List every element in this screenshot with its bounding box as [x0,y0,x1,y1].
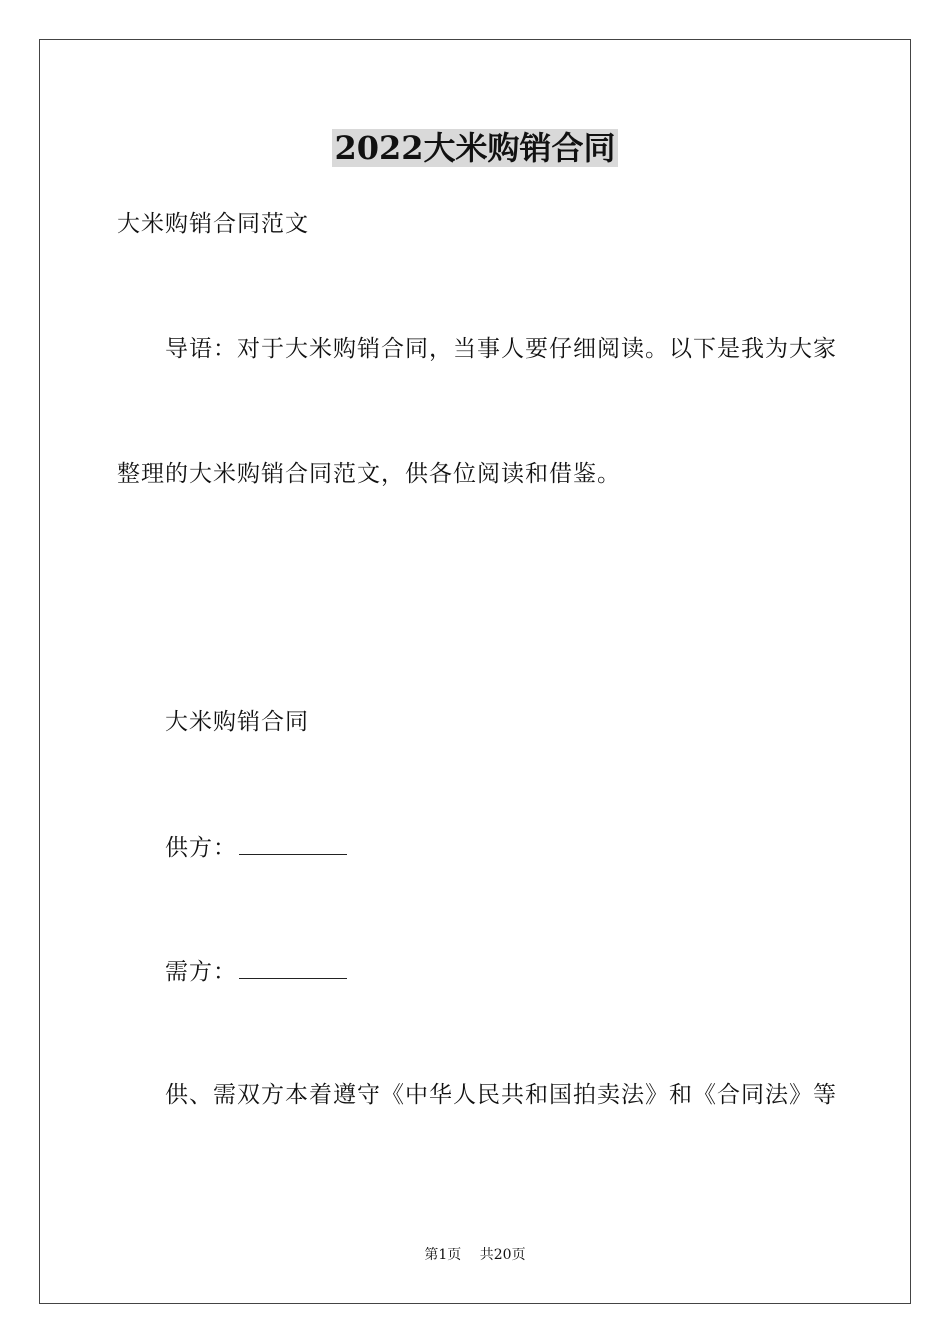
contract-heading: 大米购销合同 [165,709,309,735]
page-total: 共20页 [479,1247,526,1263]
supplier-blank-field [239,832,347,855]
document-subtitle: 大米购销合同范文 [117,211,309,237]
intro-paragraph-line-2: 整理的大米购销合同范文，供各位阅读和借鉴。 [117,461,621,487]
page-current: 第1页 [424,1247,462,1263]
buyer-label: 需方： [165,959,237,985]
buyer-blank-field [239,956,347,979]
body-paragraph-line-1: 供、需双方本着遵守《中华人民共和国拍卖法》和《合同法》等 [165,1082,837,1108]
document-title-text: 2022大米购销合同 [334,129,616,167]
page-footer [0,1246,950,1264]
document-title [0,128,950,168]
intro-paragraph-line-1: 导语：对于大米购销合同，当事人要仔细阅读。以下是我为大家 [165,336,837,362]
supplier-line [165,832,347,863]
supplier-label: 供方： [165,835,237,861]
buyer-line [165,956,347,987]
